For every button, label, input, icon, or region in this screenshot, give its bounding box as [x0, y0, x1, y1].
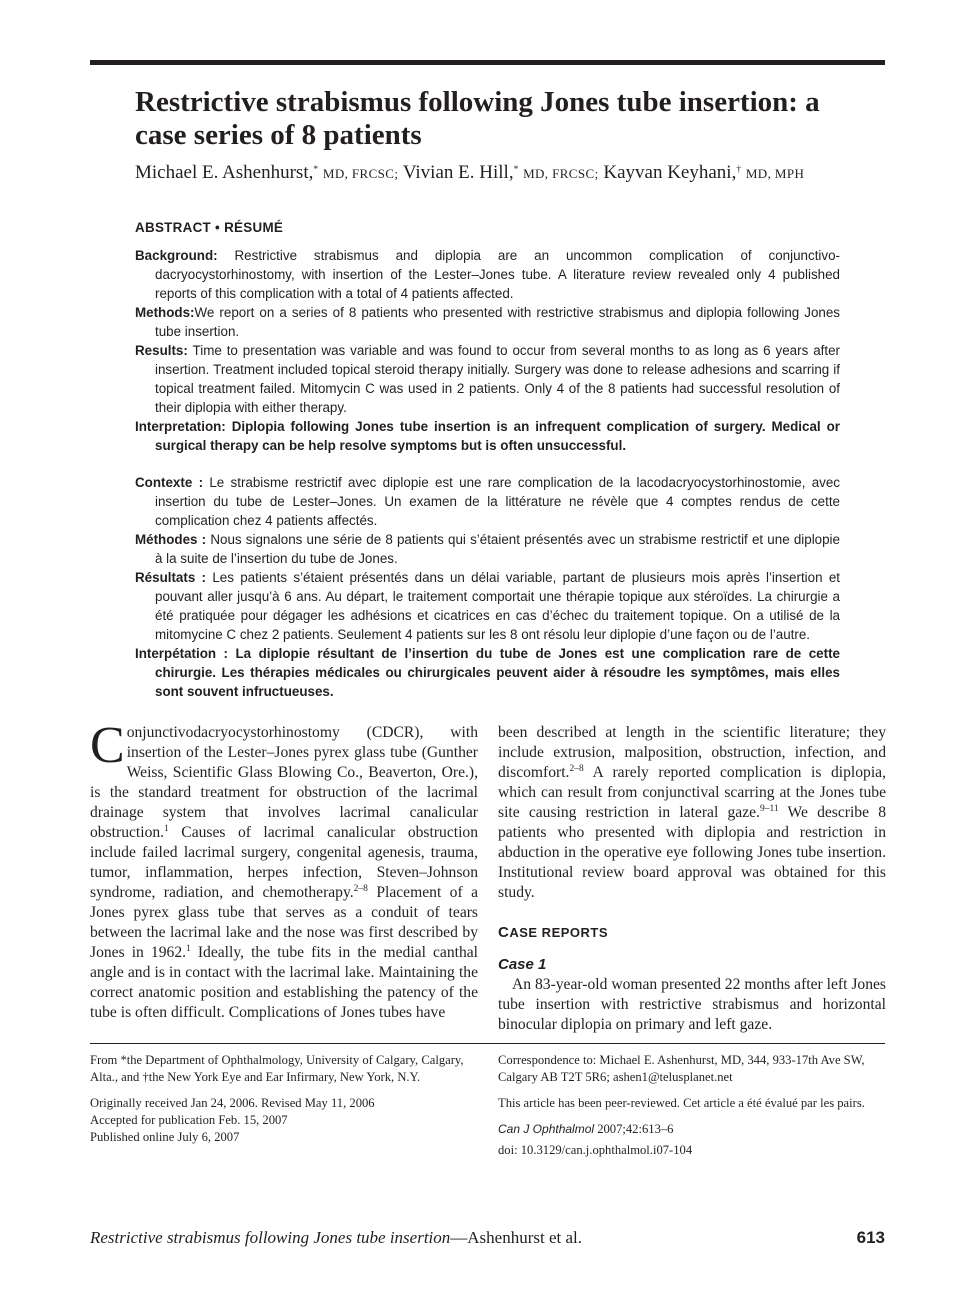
- resume-methodes: [135, 530, 840, 568]
- doi-note: doi: 10.3129/can.j.ophthalmol.i07-104: [498, 1143, 693, 1157]
- abstract-label: Background:: [135, 248, 218, 263]
- footnotes-right: [498, 1052, 893, 1168]
- resume-contexte: [135, 473, 840, 530]
- abstract-label: Méthodes :: [135, 532, 207, 547]
- author-degrees: MD, FRCSC;: [322, 166, 399, 181]
- abstract-text: Time to presentation was variable and was found to occur from several months to as long as 6 years after insertion. Treatment included topical steroid therapy initially. Surgery was done to release adhesions and scarring if topical treatment failed. Mitomycin C was used in 2 patients. Only 4 of the 8 patients had successful resolution of their diplopia with either therapy.: [155, 343, 840, 415]
- running-footer: [90, 1228, 582, 1248]
- abstract-label: Results:: [135, 343, 188, 358]
- abstract-text: Les patients s’étaient présentés dans un délai variable, partant de plusieurs mois après l’insertion et pouvant aller jusqu’à 6 ans. Au départ, le traitement comportait une thérapie topique aux stéroïdes. La chirurgie a été pratiquée pour dégager les adhésions et cicatrices en cas d’échec du traitement topique. On a utilisé de la mitomycine C chez 2 patients. Seulement 4 patients sur les 8 ont résolu leur diplopie d’une façon ou de l’autre.: [155, 570, 840, 642]
- section-heading-case-reports: [498, 923, 886, 943]
- accepted-date: Accepted for publication Feb. 15, 2007: [90, 1113, 288, 1127]
- citation-ref: 2–8: [569, 764, 584, 774]
- drop-cap: C: [90, 717, 125, 774]
- journal-name: Can J Ophthalmol: [498, 1122, 595, 1136]
- abstract-text: Restrictive strabismus and diplopia are an uncommon complication of conjunctivo-dacryocystorhinostomy, with insertion of the Lester–Jones tube. A literature review revealed only 4 published reports of this complication with a total of 4 patients affected.: [155, 248, 840, 301]
- abstract-text: Diplopia following Jones tube insertion is an infrequent complication of surgery. Medical or surgical therapy can be help resolve symptoms but is often unsuccessful.: [155, 419, 840, 453]
- citation-ref: 1: [164, 824, 169, 834]
- citation-ref: 2–8: [353, 884, 368, 894]
- footnotes-left: [90, 1052, 480, 1155]
- author-name: Vivian E. Hill,: [402, 162, 514, 183]
- body-column-left: [90, 717, 479, 1023]
- author-affiliation-mark: †: [736, 165, 742, 175]
- intro-paragraph: [90, 717, 479, 1023]
- received-date: Originally received Jan 24, 2006. Revised May 11, 2006: [90, 1096, 375, 1110]
- intro-paragraph-continued: [498, 723, 886, 903]
- abstract: [135, 218, 840, 701]
- abstract-text: Nous signalons une série de 8 patients qui s’étaient présentés avec un strabisme restrictif et une diplopie à la suite de l’insertion du tube de Jones.: [155, 532, 840, 566]
- peer-review-note: This article has been peer-reviewed. Cet article a été évalué par les pairs.: [498, 1096, 865, 1110]
- abstract-text: Le strabisme restrictif avec diplopie est une rare complication de la lacodacryocystorhinostomie, avec insertion du tube de Lester–Jones. Un examen de la littérature ne révèle que 4 comptes rendus de cette complication chez 4 patients affectés.: [155, 475, 840, 528]
- abstract-text: We report on a series of 8 patients who presented with restrictive strabismus and diplopia following Jones tube insertion.: [155, 305, 840, 339]
- journal-citation: 2007;42:613–6: [594, 1122, 674, 1136]
- abstract-heading: ABSTRACT • RÉSUMÉ: [135, 220, 284, 235]
- author-degrees: MD, MPH: [745, 166, 805, 181]
- citation-ref: 9–11: [759, 804, 779, 814]
- body-text: A rarely reported complication is diplopia, which can result from conjunctival scarring at the Jones tube site causing restriction in lateral gaze.: [498, 764, 886, 821]
- abstract-label: Contexte :: [135, 475, 204, 490]
- running-authors: —Ashenhurst et al.: [450, 1228, 583, 1247]
- case-paragraph: An 83-year-old woman presented 22 months after left Jones tube insertion with restrictive strabismus and horizontal binocular diplopia on primary and left gaze.: [498, 976, 886, 1033]
- published-date: Published online July 6, 2007: [90, 1130, 240, 1144]
- section-heading-initial: C: [498, 924, 510, 941]
- body-text: Causes of lacrimal canalicular obstruction include failed lacrimal surgery, congenital agenesis, trauma, tumor, inflammation, herpes infection, Steven–Johnson syndrome, radiation, and chemotherapy.: [90, 824, 478, 901]
- author-line: [135, 161, 895, 186]
- abstract-label: Interpretation:: [135, 419, 226, 434]
- body-text: been described at length in the scientific literature; they include extrusion, malposition, obstruction, infection, and discomfort.: [498, 724, 886, 781]
- body-text: Placement of a Jones pyrex glass tube that serves as a conduit of tears between the lacrimal lake and the nose was first described by Jones in 1962.: [90, 884, 479, 961]
- abstract-label: Résultats :: [135, 570, 207, 585]
- article-title: Restrictive strabismus following Jones tube insertion: a case series of 8 patients: [135, 86, 820, 151]
- resume-interpretation: [135, 644, 840, 701]
- body-text: We describe 8 patients who presented with diplopia and restriction in abduction in the operative eye following Jones tube insertion. Institutional review board approval was obtained for this study.: [498, 804, 886, 901]
- citation-note: [498, 1121, 893, 1138]
- author-degrees: MD, FRCSC;: [523, 166, 599, 181]
- body-column-right: [498, 723, 886, 1035]
- body-text: onjunctivodacryocystorhinostomy (CDCR), with insertion of the Lester–Jones pyrex glass tube (Gunther Weiss, Scientific Glass Blowing Co., Beaverton, Ore.), is the standard treatment for obstruction of the lacrimal drainage system that involves lacrimal canalicular obstruction.: [90, 724, 478, 841]
- citation-ref: 1: [186, 944, 191, 954]
- author-affiliation-mark: *: [513, 165, 519, 175]
- top-rule: [90, 60, 885, 65]
- running-title: Restrictive strabismus following Jones tube insertion: [90, 1228, 451, 1247]
- resume-resultats: [135, 568, 840, 644]
- body-text: Ideally, the tube fits in the medial canthal angle and is in contact with the lacrimal lake. Maintaining the correct anatomic position and establishing the patency of the tube is often difficult. Complications of Jones tubes have: [90, 944, 478, 1021]
- abstract-background: [135, 246, 840, 303]
- author-name: Michael E. Ashenhurst,: [135, 162, 314, 183]
- abstract-label: Methods:: [135, 305, 195, 320]
- author-name: Kayvan Keyhani,: [603, 162, 737, 183]
- abstract-methods: [135, 303, 840, 341]
- section-heading-text: ASE REPORTS: [509, 925, 609, 940]
- footnote-rule: [90, 1043, 885, 1044]
- page-number: 613: [856, 1228, 885, 1247]
- case-heading: Case 1: [498, 956, 547, 973]
- affiliation-note: From *the Department of Ophthalmology, University of Calgary, Calgary, Alta., and †the New York Eye and Ear Infirmary, New York, N.Y.: [90, 1053, 464, 1084]
- history-note: [90, 1095, 480, 1146]
- author-affiliation-mark: *: [313, 165, 319, 175]
- abstract-results: [135, 341, 840, 417]
- correspondence-note: Correspondence to: Michael E. Ashenhurst, MD, 344, 933-17th Ave SW, Calgary AB T2T 5R6; ashen1@telusplanet.net: [498, 1053, 865, 1084]
- abstract-interpretation: [135, 417, 840, 455]
- abstract-text: La diplopie résultant de l’insertion du tube de Jones est une complication rare de cette chirurgie. Les thérapies médicales ou chirurgicales peuvent aider à résoudre les symptômes, mais elles sont souvent infructueuses.: [155, 646, 840, 699]
- abstract-label: Interpétation :: [135, 646, 229, 661]
